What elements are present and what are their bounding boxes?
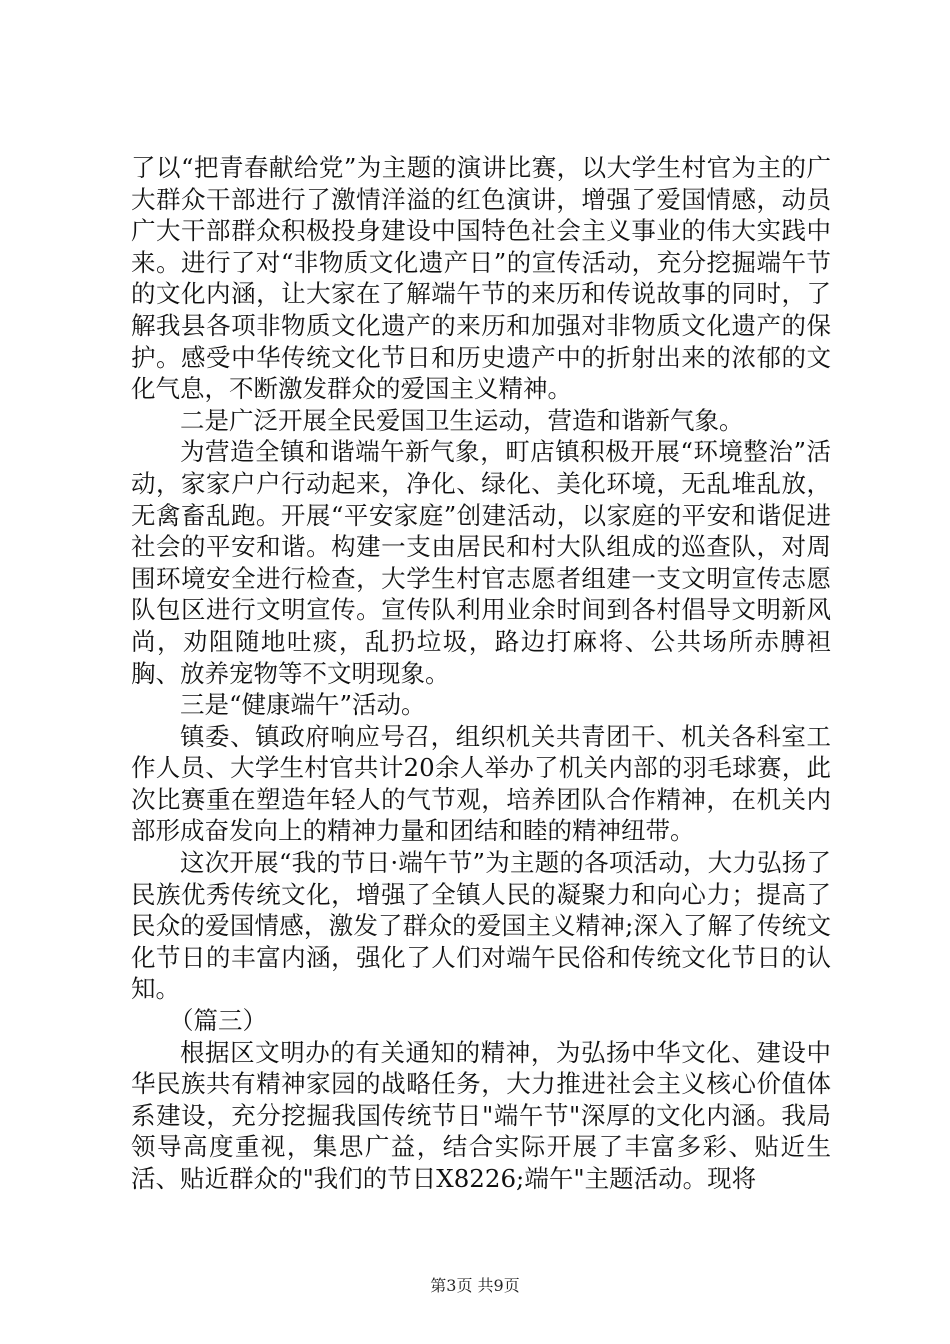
paragraph-summary: 这次开展“我的节日·端午节”为主题的各项活动，大力弘扬了民族优秀传统文化，增强了全镇人民的凝聚力和向心力；提高了民众的爱国情感，激发了群众的爱国主义精神;深入了解了传统文化节日的丰富内涵，强化了人们对端午民俗和传统文化节日的认知。 bbox=[131, 848, 831, 1004]
document-body bbox=[131, 152, 831, 1195]
paragraph-notice: 根据区文明办的有关通知的精神，为弘扬中华文化、建设中华民族共有精神家园的战略任务，大力推进社会主义核心价值体系建设，充分挖掘我国传统节日"端午节"深厚的文化内涵。我局领导高度重视，集思广益，结合实际开展了丰富多彩、贴近生活、贴近群众的"我们的节日X8226;端午"主题活动。现将 bbox=[131, 1037, 831, 1193]
section-heading-healthy-duanwu: 三是“健康端午”活动。 bbox=[180, 690, 426, 720]
section-heading-hygiene: 二是广泛开展全民爱国卫生运动，营造和谐新气象。 bbox=[180, 405, 744, 435]
paragraph-environment: 为营造全镇和谐端午新气象，町店镇积极开展“环境整治”活动，家家户户行动起来，净化、绿化、美化环境，无乱堆乱放，无禽畜乱跑。开展“平安家庭”创建活动，以家庭的平安和谐促进社会的平安和谐。构建一支由居民和村大队组成的巡查队，对周围环境安全进行检查，大学生村官志愿者组建一支文明宣传志愿队包区进行文明宣传。宣传队利用业余时间到各村倡导文明新风尚，劝阻随地吐痰，乱扔垃圾，路边打麻将、公共场所赤膊袒胸、放养宠物等不文明现象。 bbox=[131, 437, 831, 688]
section-heading-part-three: （篇三） bbox=[168, 1006, 267, 1036]
page-footer: 第3页 共9页 bbox=[430, 1276, 520, 1295]
paragraph-speech-contest: 了以“把青春献给党”为主题的演讲比赛，以大学生村官为主的广大群众干部进行了激情洋溢的红色演讲，增强了爱国情感，动员广大干部群众积极投身建设中国特色社会主义事业的伟大实践中来。进行了对“非物质文化遗产日”的宣传活动，充分挖掘端午节的文化内涵，让大家在了解端午节的来历和传说故事的同时，了解我县各项非物质文化遗产的来历和加强对非物质文化遗产的保护。感受中华传统文化节日和历史遗产中的折射出来的浓郁的文化气息，不断激发群众的爱国主义精神。 bbox=[131, 153, 831, 404]
paragraph-badminton: 镇委、镇政府响应号召，组织机关共青团干、机关各科室工作人员、大学生村官共计20余人举办了机关内部的羽毛球赛，此次比赛重在塑造年轻人的气节观，培养团队合作精神，在机关内部形成奋发向上的精神力量和团结和睦的精神纽带。 bbox=[131, 721, 831, 846]
